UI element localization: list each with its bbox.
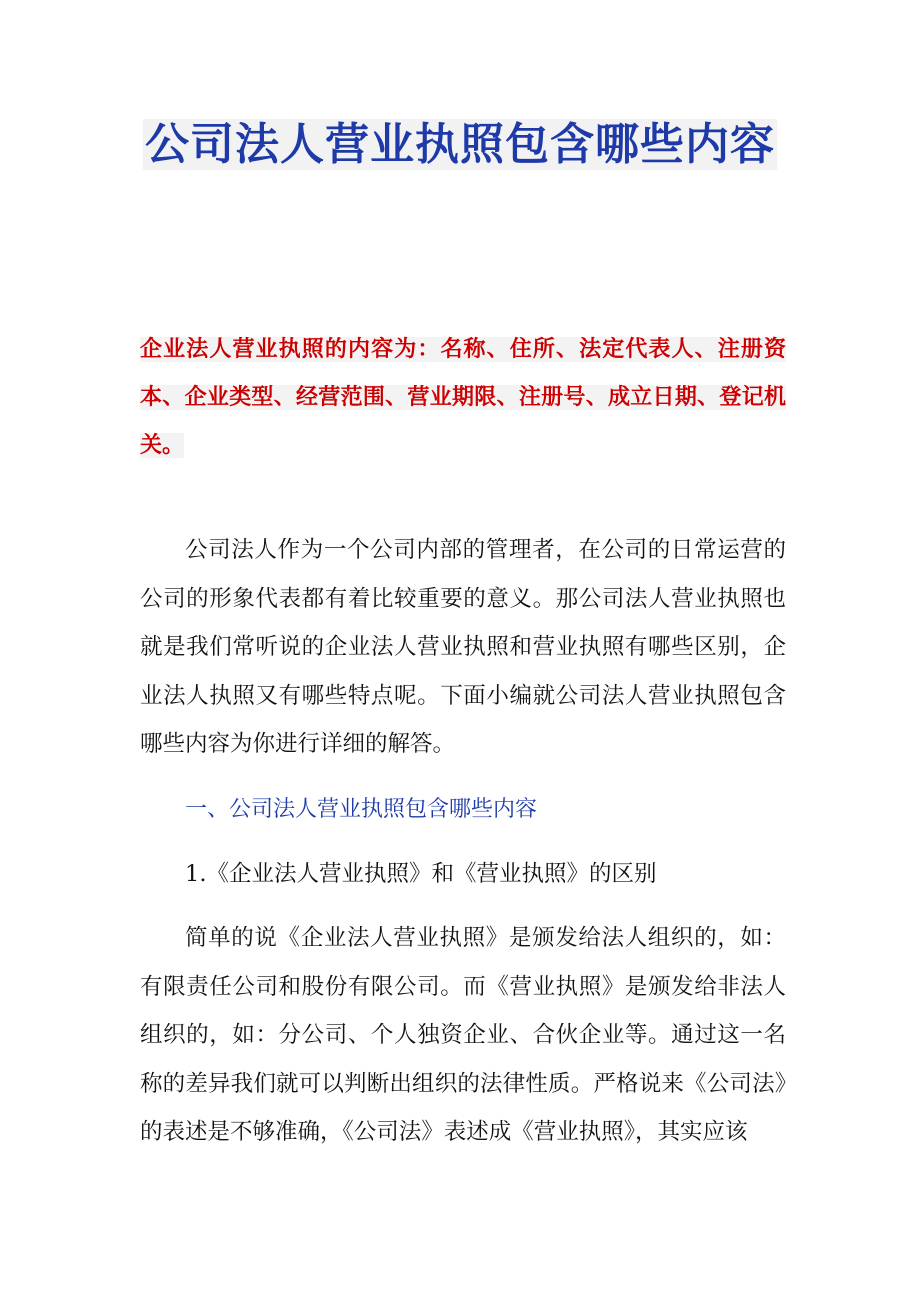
subsection-heading: 1.《企业法人营业执照》和《营业执照》的区别 bbox=[185, 861, 657, 887]
summary-text: 企业法人营业执照的内容为：名称、住所、法定代表人、注册资本、企业类型、经营范围、营业期限、注册号、成立日期、登记机关。 bbox=[140, 337, 786, 458]
summary-highlight bbox=[140, 326, 786, 470]
page-title-text: 公司法人营业执照包含哪些内容 bbox=[145, 119, 775, 170]
intro-paragraph: 公司法人作为一个公司内部的管理者，在公司的日常运营的公司的形象代表都有着比较重要的意义。那公司法人营业执照也就是我们常听说的企业法人营业执照和营业执照有哪些区别，企业法人执照又有哪些特点呢。下面小编就公司法人营业执照包含哪些内容为你进行详细的解答。 bbox=[140, 537, 786, 757]
section-heading: 一、公司法人营业执照包含哪些内容 bbox=[185, 797, 538, 822]
page-title bbox=[140, 110, 780, 180]
body-paragraph: 简单的说《企业法人营业执照》是颁发给法人组织的，如：有限责任公司和股份有限公司。而《营业执照》是颁发给非法人组织的，如：分公司、个人独资企业、合伙企业等。通过这一名称的差异我们就可以判断出组织的法律性质。严格说来《公司法》的表述是不够准确，《公司法》表述成《营业执照》，其实应该 bbox=[140, 925, 786, 1145]
